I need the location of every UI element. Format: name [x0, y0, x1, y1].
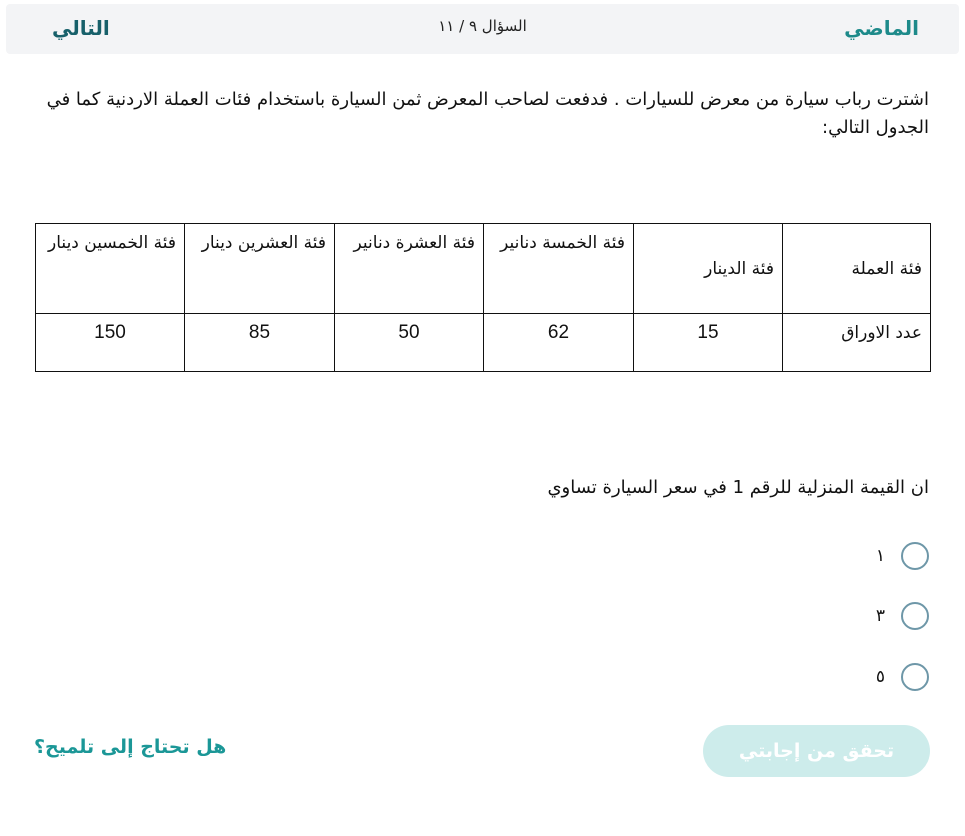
table-row-label: عدد الاوراق [783, 314, 931, 372]
radio-button[interactable] [901, 663, 929, 691]
top-navigation-bar [6, 4, 959, 54]
question-counter: السؤال ٩ / ١١ [438, 17, 527, 35]
next-button[interactable]: التالي [52, 16, 110, 40]
table-cell: 62 [484, 314, 634, 372]
table-header-cell: فئة العشرين دينار [185, 224, 335, 314]
check-answer-button[interactable]: تحقق من إجابتي [703, 725, 930, 777]
radio-button[interactable] [901, 602, 929, 630]
hint-link[interactable]: هل تحتاج إلى تلميح؟ [34, 736, 227, 758]
option-label: ٥ [875, 667, 885, 687]
question-text: ان القيمة المنزلية للرقم 1 في سعر السيارة تساوي [547, 477, 929, 498]
table-header-row [36, 224, 931, 314]
option-label: ١ [875, 546, 885, 566]
table-header-cell: فئة العشرة دنانير [335, 224, 484, 314]
table-row [36, 314, 931, 372]
table-cell: 150 [36, 314, 185, 372]
radio-button[interactable] [901, 542, 929, 570]
answer-option-1[interactable] [809, 540, 929, 572]
currency-table [35, 223, 931, 372]
table-cell: 85 [185, 314, 335, 372]
table-header-cell: فئة الدينار [634, 224, 783, 314]
table-header-cell: فئة العملة [783, 224, 931, 314]
table-header-cell: فئة الخمسة دنانير [484, 224, 634, 314]
option-label: ٣ [875, 606, 885, 626]
previous-button[interactable]: الماضي [844, 16, 919, 40]
answer-option-3[interactable] [809, 661, 929, 693]
table-cell: 50 [335, 314, 484, 372]
answer-option-2[interactable] [809, 600, 929, 632]
table-header-cell: فئة الخمسين دينار [36, 224, 185, 314]
table-cell: 15 [634, 314, 783, 372]
question-prompt: اشترت رباب سيارة من معرض للسيارات . فدفعت لصاحب المعرض ثمن السيارة باستخدام فئات العملة الاردنية كما في الجدول التالي: [46, 89, 929, 138]
